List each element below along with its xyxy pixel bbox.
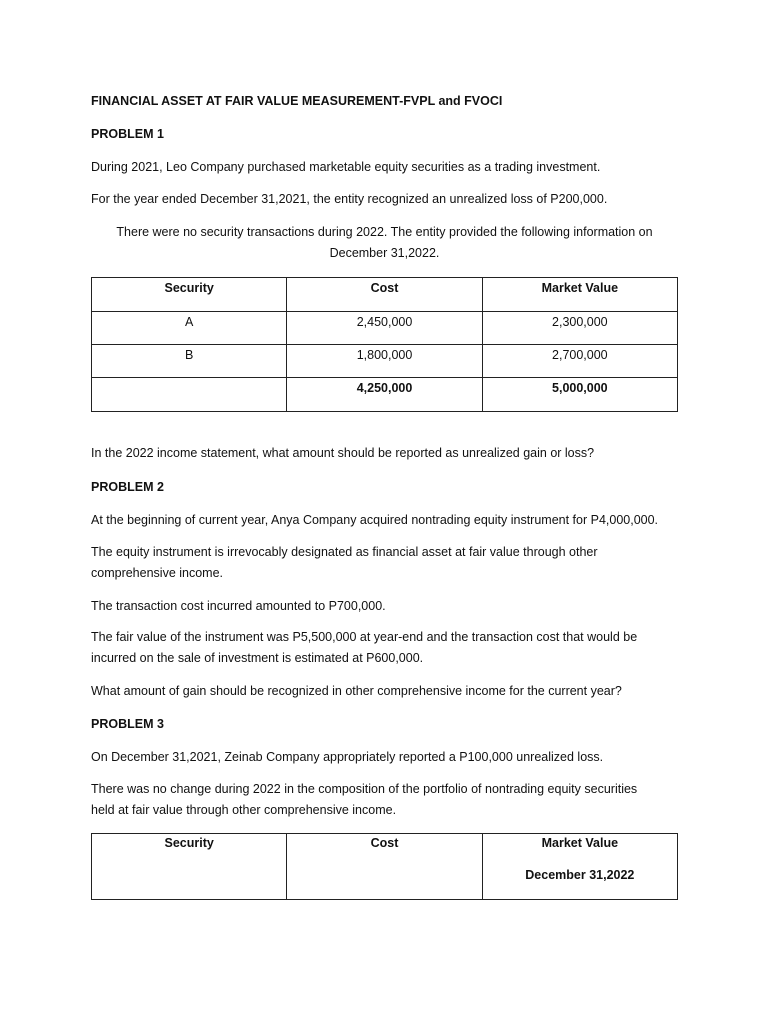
problem1-table [91,277,678,412]
problem2-paragraph-2-line2: comprehensive income. [91,566,224,580]
problem3-paragraph-2-line2: held at fair value through other comprehensive income. [91,803,397,817]
problem2-paragraph-1: At the beginning of current year, Anya Company acquired nontrading equity instrument for P4,000,000. [91,513,659,527]
header-cost: Cost [287,278,482,312]
problem3-table [91,833,678,900]
cell-security: A [92,312,287,345]
problem3-heading: PROBLEM 3 [91,717,164,731]
table-row [92,312,678,345]
total-security [92,378,287,412]
header-cost: Cost [287,834,482,900]
total-market-value: 5,000,000 [482,378,677,412]
problem1-heading: PROBLEM 1 [91,127,164,141]
cell-market-value: 2,300,000 [482,312,677,345]
problem2-heading: PROBLEM 2 [91,480,164,494]
problem2-paragraph-4-line2: incurred on the sale of investment is estimated at P600,000. [91,651,424,665]
problem1-paragraph-3 [91,222,678,264]
header-market-value-label: Market Value [541,836,619,850]
cell-security: B [92,345,287,378]
problem1-question: In the 2022 income statement, what amount should be reported as unrealized gain or loss? [91,446,595,460]
table-header-row [92,278,678,312]
total-cost: 4,250,000 [287,378,482,412]
problem2-paragraph-2-line1: The equity instrument is irrevocably designated as financial asset at fair value through other [91,545,598,559]
problem1-paragraph-3-line1: There were no security transactions during 2022. The entity provided the following information on [116,225,653,239]
problem2-paragraph-4 [91,627,691,669]
header-security: Security [92,278,287,312]
cell-cost: 2,450,000 [287,312,482,345]
table-total-row [92,378,678,412]
header-security: Security [92,834,287,900]
header-market-value: Market Value [482,278,677,312]
problem2-paragraph-4-line1: The fair value of the instrument was P5,500,000 at year-end and the transaction cost that would be [91,630,638,644]
table-header-row [92,834,678,900]
cell-cost: 1,800,000 [287,345,482,378]
problem3-paragraph-1: On December 31,2021, Zeinab Company appropriately reported a P100,000 unrealized loss. [91,750,604,764]
problem1-paragraph-2: For the year ended December 31,2021, the entity recognized an unrealized loss of P200,000. [91,192,608,206]
header-market-value [482,834,677,900]
cell-market-value: 2,700,000 [482,345,677,378]
document-title: FINANCIAL ASSET AT FAIR VALUE MEASUREMENT-FVPL and FVOCI [91,94,503,108]
problem1-paragraph-3-line2: December 31,2022. [329,246,440,260]
problem3-paragraph-2 [91,779,691,821]
problem1-paragraph-1: During 2021, Leo Company purchased marketable equity securities as a trading investment. [91,160,601,174]
problem2-question: What amount of gain should be recognized in other comprehensive income for the current year? [91,684,622,698]
header-date-label: December 31,2022 [525,868,635,882]
problem3-paragraph-2-line1: There was no change during 2022 in the composition of the portfolio of nontrading equity securities [91,782,638,796]
table-row [92,345,678,378]
problem2-paragraph-2 [91,542,691,584]
problem2-paragraph-3: The transaction cost incurred amounted to P700,000. [91,599,386,613]
